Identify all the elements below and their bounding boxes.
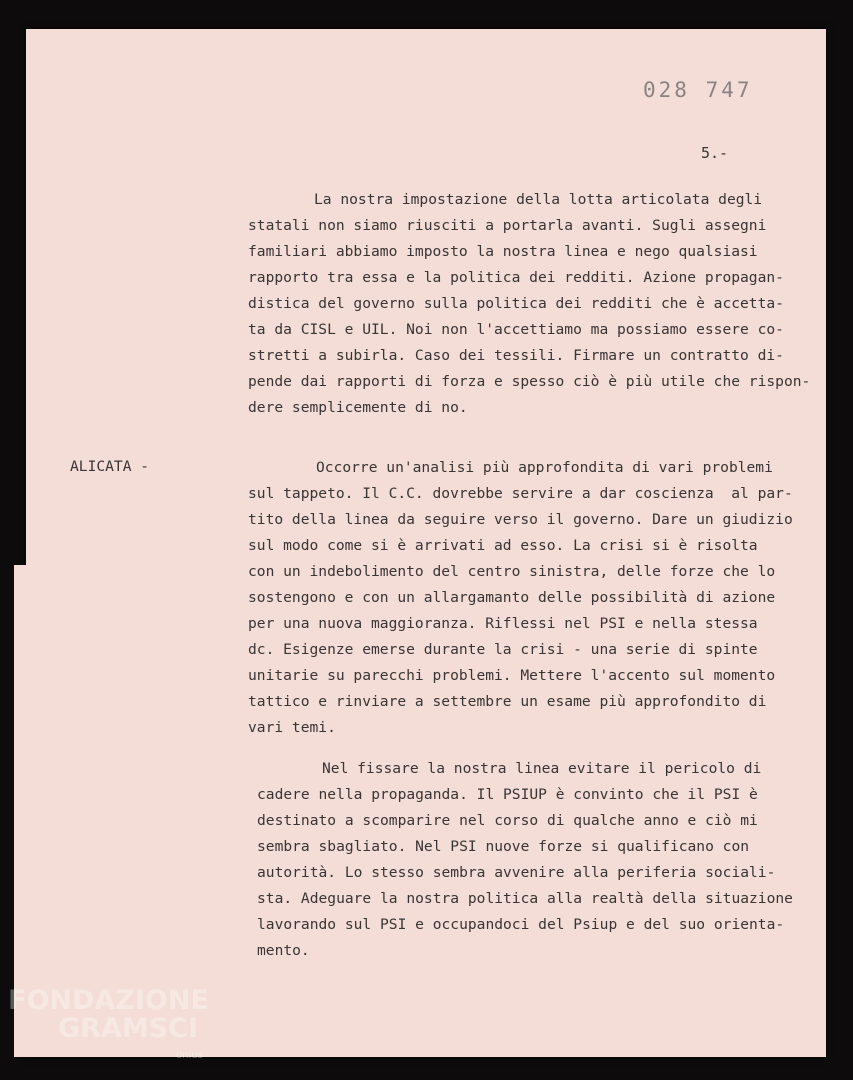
text-line: mento. [257,942,310,959]
text-line: rapporto tra essa e la politica dei redditi. Azione propagan- [248,269,784,286]
text-line: statali non siamo riusciti a portarla avanti. Sugli assegni [248,217,767,234]
text-line: sta. Adeguare la nostra politica alla realtà della situazione [257,890,793,907]
text-line: lavorando sul PSI e occupandoci del Psiup e del suo orienta- [257,916,785,933]
text-line: Occorre un'analisi più approfondita di vari problemi [316,459,773,476]
text-line: sostengono e con un allargamanto delle possibilità di azione [248,589,776,606]
text-line: La nostra impostazione della lotta articolata degli [314,191,763,208]
page-number: 5.- [701,144,729,162]
text-line: autorità. Lo stesso sembra avvenire alla periferia sociali- [257,864,776,881]
speaker-name: ALICATA - [70,458,150,475]
watermark-line-2: GRAMSCI [58,1013,199,1044]
text-line: distica del governo sulla politica dei redditi che è accetta- [248,295,784,312]
text-line: dc. Esigenze emerse durante la crisi - una serie di spinte [248,641,758,658]
text-line: cadere nella propaganda. Il PSIUP è convinto che il PSI è [257,786,758,803]
text-line: unitarie su parecchi problemi. Mettere l'accento sul momento [248,667,776,684]
text-line: destinato a scomparire nel corso di qualche anno e ciò mi [257,812,758,829]
text-line: dere semplicemente di no. [248,399,468,416]
watermark-line-1: FONDAZIONE [8,985,209,1016]
watermark-suffix: onlus [176,1050,203,1061]
text-line: sul modo come si è arrivati ad esso. La crisi si è risolta [248,537,758,554]
archive-number-stamp: 028 747 [643,78,753,102]
text-line: tito della linea da seguire verso il governo. Dare un giudizio [248,511,793,528]
document-page-edge [14,565,34,1057]
text-line: sul tappeto. Il C.C. dovrebbe servire a dar coscienza al par- [248,485,793,502]
text-line: Nel fissare la nostra linea evitare il pericolo di [322,760,762,777]
text-line: stretti a subirla. Caso dei tessili. Firmare un contratto di- [248,347,784,364]
text-line: vari temi. [248,719,336,736]
text-line: ta da CISL e UIL. Noi non l'accettiamo ma possiamo essere co- [248,321,784,338]
text-line: sembra sbagliato. Nel PSI nuove forze si qualificano con [257,838,750,855]
text-line: con un indebolimento del centro sinistra, delle forze che lo [248,563,776,580]
text-line: pende dai rapporti di forza e spesso ciò è più utile che rispon- [248,373,811,390]
text-line: tattico e rinviare a settembre un esame più approfondito di [248,693,767,710]
text-line: familiari abbiamo imposto la nostra linea e nego qualsiasi [248,243,758,260]
text-line: per una nuova maggioranza. Riflessi nel PSI e nella stessa [248,615,758,632]
